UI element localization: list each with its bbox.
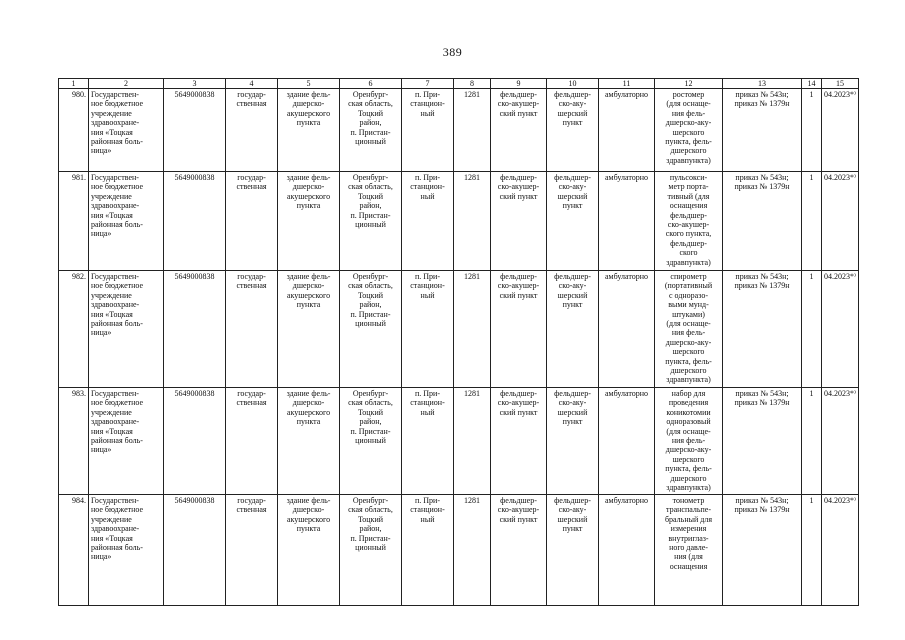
equipment-cell: набор для проведения коникотомии одноразовый (для оснаще- ния фель- дшерско-аку- шерского пункта, фель- дшерского здравпункта) (655, 388, 723, 495)
column-header: 8 (454, 79, 491, 89)
address-cell: Оренбург- ская область, Тоцкий район, п. Пристан- ционный (340, 172, 402, 271)
table-row (59, 172, 859, 271)
column-header: 9 (491, 79, 547, 89)
quantity-cell: 1 (802, 271, 822, 388)
column-header: 12 (655, 79, 723, 89)
header-row (59, 79, 859, 89)
row-number: 982. (59, 271, 89, 388)
column-header: 1 (59, 79, 89, 89)
settlement-cell: п. При- станцион- ный (402, 388, 454, 495)
quantity-cell: 1 (802, 172, 822, 271)
table-row (59, 89, 859, 172)
ownership-cell: государ- ственная (226, 89, 278, 172)
table-row (59, 495, 859, 606)
row-number: 983. (59, 388, 89, 495)
column-header: 13 (723, 79, 802, 89)
column-header: 15 (822, 79, 859, 89)
column-header: 5 (278, 79, 340, 89)
address-cell: Оренбург- ская область, Тоцкий район, п. Пристан- ционный (340, 388, 402, 495)
equipment-cell: тонометр транспальпе- бральный для измерения внутриглаз- ного давле- ния (для оснащения (655, 495, 723, 606)
organization-cell: Государствен- ное бюджетное учреждение здравоохране- ния «Тоцкая районная боль- ница» (89, 89, 164, 172)
row-number: 980. (59, 89, 89, 172)
date-cell: 04.2023*⁾ (822, 388, 859, 495)
building-cell: здание фель- дшерско- акушерского пункта (278, 271, 340, 388)
care-form-cell: амбулаторно (599, 495, 655, 606)
organization-cell: Государствен- ное бюджетное учреждение здравоохране- ния «Тоцкая районная боль- ница» (89, 172, 164, 271)
address-cell: Оренбург- ская область, Тоцкий район, п. Пристан- ционный (340, 495, 402, 606)
settlement-cell: п. При- станцион- ный (402, 172, 454, 271)
ownership-cell: государ- ственная (226, 271, 278, 388)
date-cell: 04.2023*⁾ (822, 172, 859, 271)
column-header: 2 (89, 79, 164, 89)
settlement-cell: п. При- станцион- ный (402, 271, 454, 388)
code-cell: 5649000838 (164, 271, 226, 388)
unit-kind-cell: фельдшер- ско-аку- шерский пункт (547, 388, 599, 495)
order-cell: приказ № 543н; приказ № 1379н (723, 271, 802, 388)
organization-cell: Государствен- ное бюджетное учреждение здравоохране- ния «Тоцкая районная боль- ница» (89, 495, 164, 606)
organization-cell: Государствен- ное бюджетное учреждение здравоохране- ния «Тоцкая районная боль- ница» (89, 271, 164, 388)
care-form-cell: амбулаторно (599, 172, 655, 271)
registry-table (58, 78, 859, 606)
unit-type-cell: фельдшер- ско-акушер- ский пункт (491, 271, 547, 388)
care-form-cell: амбулаторно (599, 388, 655, 495)
quantity-cell: 1 (802, 495, 822, 606)
unit-kind-cell: фельдшер- ско-аку- шерский пункт (547, 89, 599, 172)
building-cell: здание фель- дшерско- акушерского пункта (278, 388, 340, 495)
building-cell: здание фель- дшерско- акушерского пункта (278, 89, 340, 172)
care-form-cell: амбулаторно (599, 89, 655, 172)
date-cell: 04.2023*⁾ (822, 495, 859, 606)
count-cell: 1281 (454, 89, 491, 172)
column-header: 10 (547, 79, 599, 89)
equipment-cell: ростомер (для оснаще- ния фель- дшерско-аку- шерского пункта, фель- дшерского здравпункта) (655, 89, 723, 172)
care-form-cell: амбулаторно (599, 271, 655, 388)
count-cell: 1281 (454, 388, 491, 495)
ownership-cell: государ- ственная (226, 388, 278, 495)
row-number: 981. (59, 172, 89, 271)
ownership-cell: государ- ственная (226, 172, 278, 271)
quantity-cell: 1 (802, 89, 822, 172)
order-cell: приказ № 543н; приказ № 1379н (723, 388, 802, 495)
column-header: 4 (226, 79, 278, 89)
organization-cell: Государствен- ное бюджетное учреждение здравоохране- ния «Тоцкая районная боль- ница» (89, 388, 164, 495)
code-cell: 5649000838 (164, 172, 226, 271)
date-cell: 04.2023*⁾ (822, 271, 859, 388)
table-row (59, 271, 859, 388)
column-header: 11 (599, 79, 655, 89)
equipment-cell: пульсокси- метр порта- тивный (для оснащения фельдшер- ско-акушер- ского пункта, фельдшер- ского здравпункта) (655, 172, 723, 271)
column-header: 6 (340, 79, 402, 89)
column-header: 3 (164, 79, 226, 89)
ownership-cell: государ- ственная (226, 495, 278, 606)
settlement-cell: п. При- станцион- ный (402, 495, 454, 606)
unit-kind-cell: фельдшер- ско-аку- шерский пункт (547, 271, 599, 388)
page-number: 389 (442, 45, 463, 59)
unit-type-cell: фельдшер- ско-акушер- ский пункт (491, 495, 547, 606)
code-cell: 5649000838 (164, 89, 226, 172)
settlement-cell: п. При- станцион- ный (402, 89, 454, 172)
code-cell: 5649000838 (164, 388, 226, 495)
equipment-cell: спирометр (портативный с одноразо- выми мунд- штуками) (для оснаще- ния фель- дшерско-аку- шерского пункта, фель- дшерского здравпункта) (655, 271, 723, 388)
unit-type-cell: фельдшер- ско-акушер- ский пункт (491, 89, 547, 172)
column-header: 14 (802, 79, 822, 89)
order-cell: приказ № 543н; приказ № 1379н (723, 89, 802, 172)
building-cell: здание фель- дшерско- акушерского пункта (278, 172, 340, 271)
count-cell: 1281 (454, 172, 491, 271)
building-cell: здание фель- дшерско- акушерского пункта (278, 495, 340, 606)
unit-type-cell: фельдшер- ско-акушер- ский пункт (491, 172, 547, 271)
unit-kind-cell: фельдшер- ско-аку- шерский пункт (547, 172, 599, 271)
count-cell: 1281 (454, 271, 491, 388)
code-cell: 5649000838 (164, 495, 226, 606)
table-row (59, 388, 859, 495)
date-cell: 04.2023*⁾ (822, 89, 859, 172)
order-cell: приказ № 543н; приказ № 1379н (723, 172, 802, 271)
address-cell: Оренбург- ская область, Тоцкий район, п. Пристан- ционный (340, 271, 402, 388)
order-cell: приказ № 543н; приказ № 1379н (723, 495, 802, 606)
column-header: 7 (402, 79, 454, 89)
row-number: 984. (59, 495, 89, 606)
quantity-cell: 1 (802, 388, 822, 495)
unit-kind-cell: фельдшер- ско-аку- шерский пункт (547, 495, 599, 606)
address-cell: Оренбург- ская область, Тоцкий район, п. Пристан- ционный (340, 89, 402, 172)
unit-type-cell: фельдшер- ско-акушер- ский пункт (491, 388, 547, 495)
count-cell: 1281 (454, 495, 491, 606)
